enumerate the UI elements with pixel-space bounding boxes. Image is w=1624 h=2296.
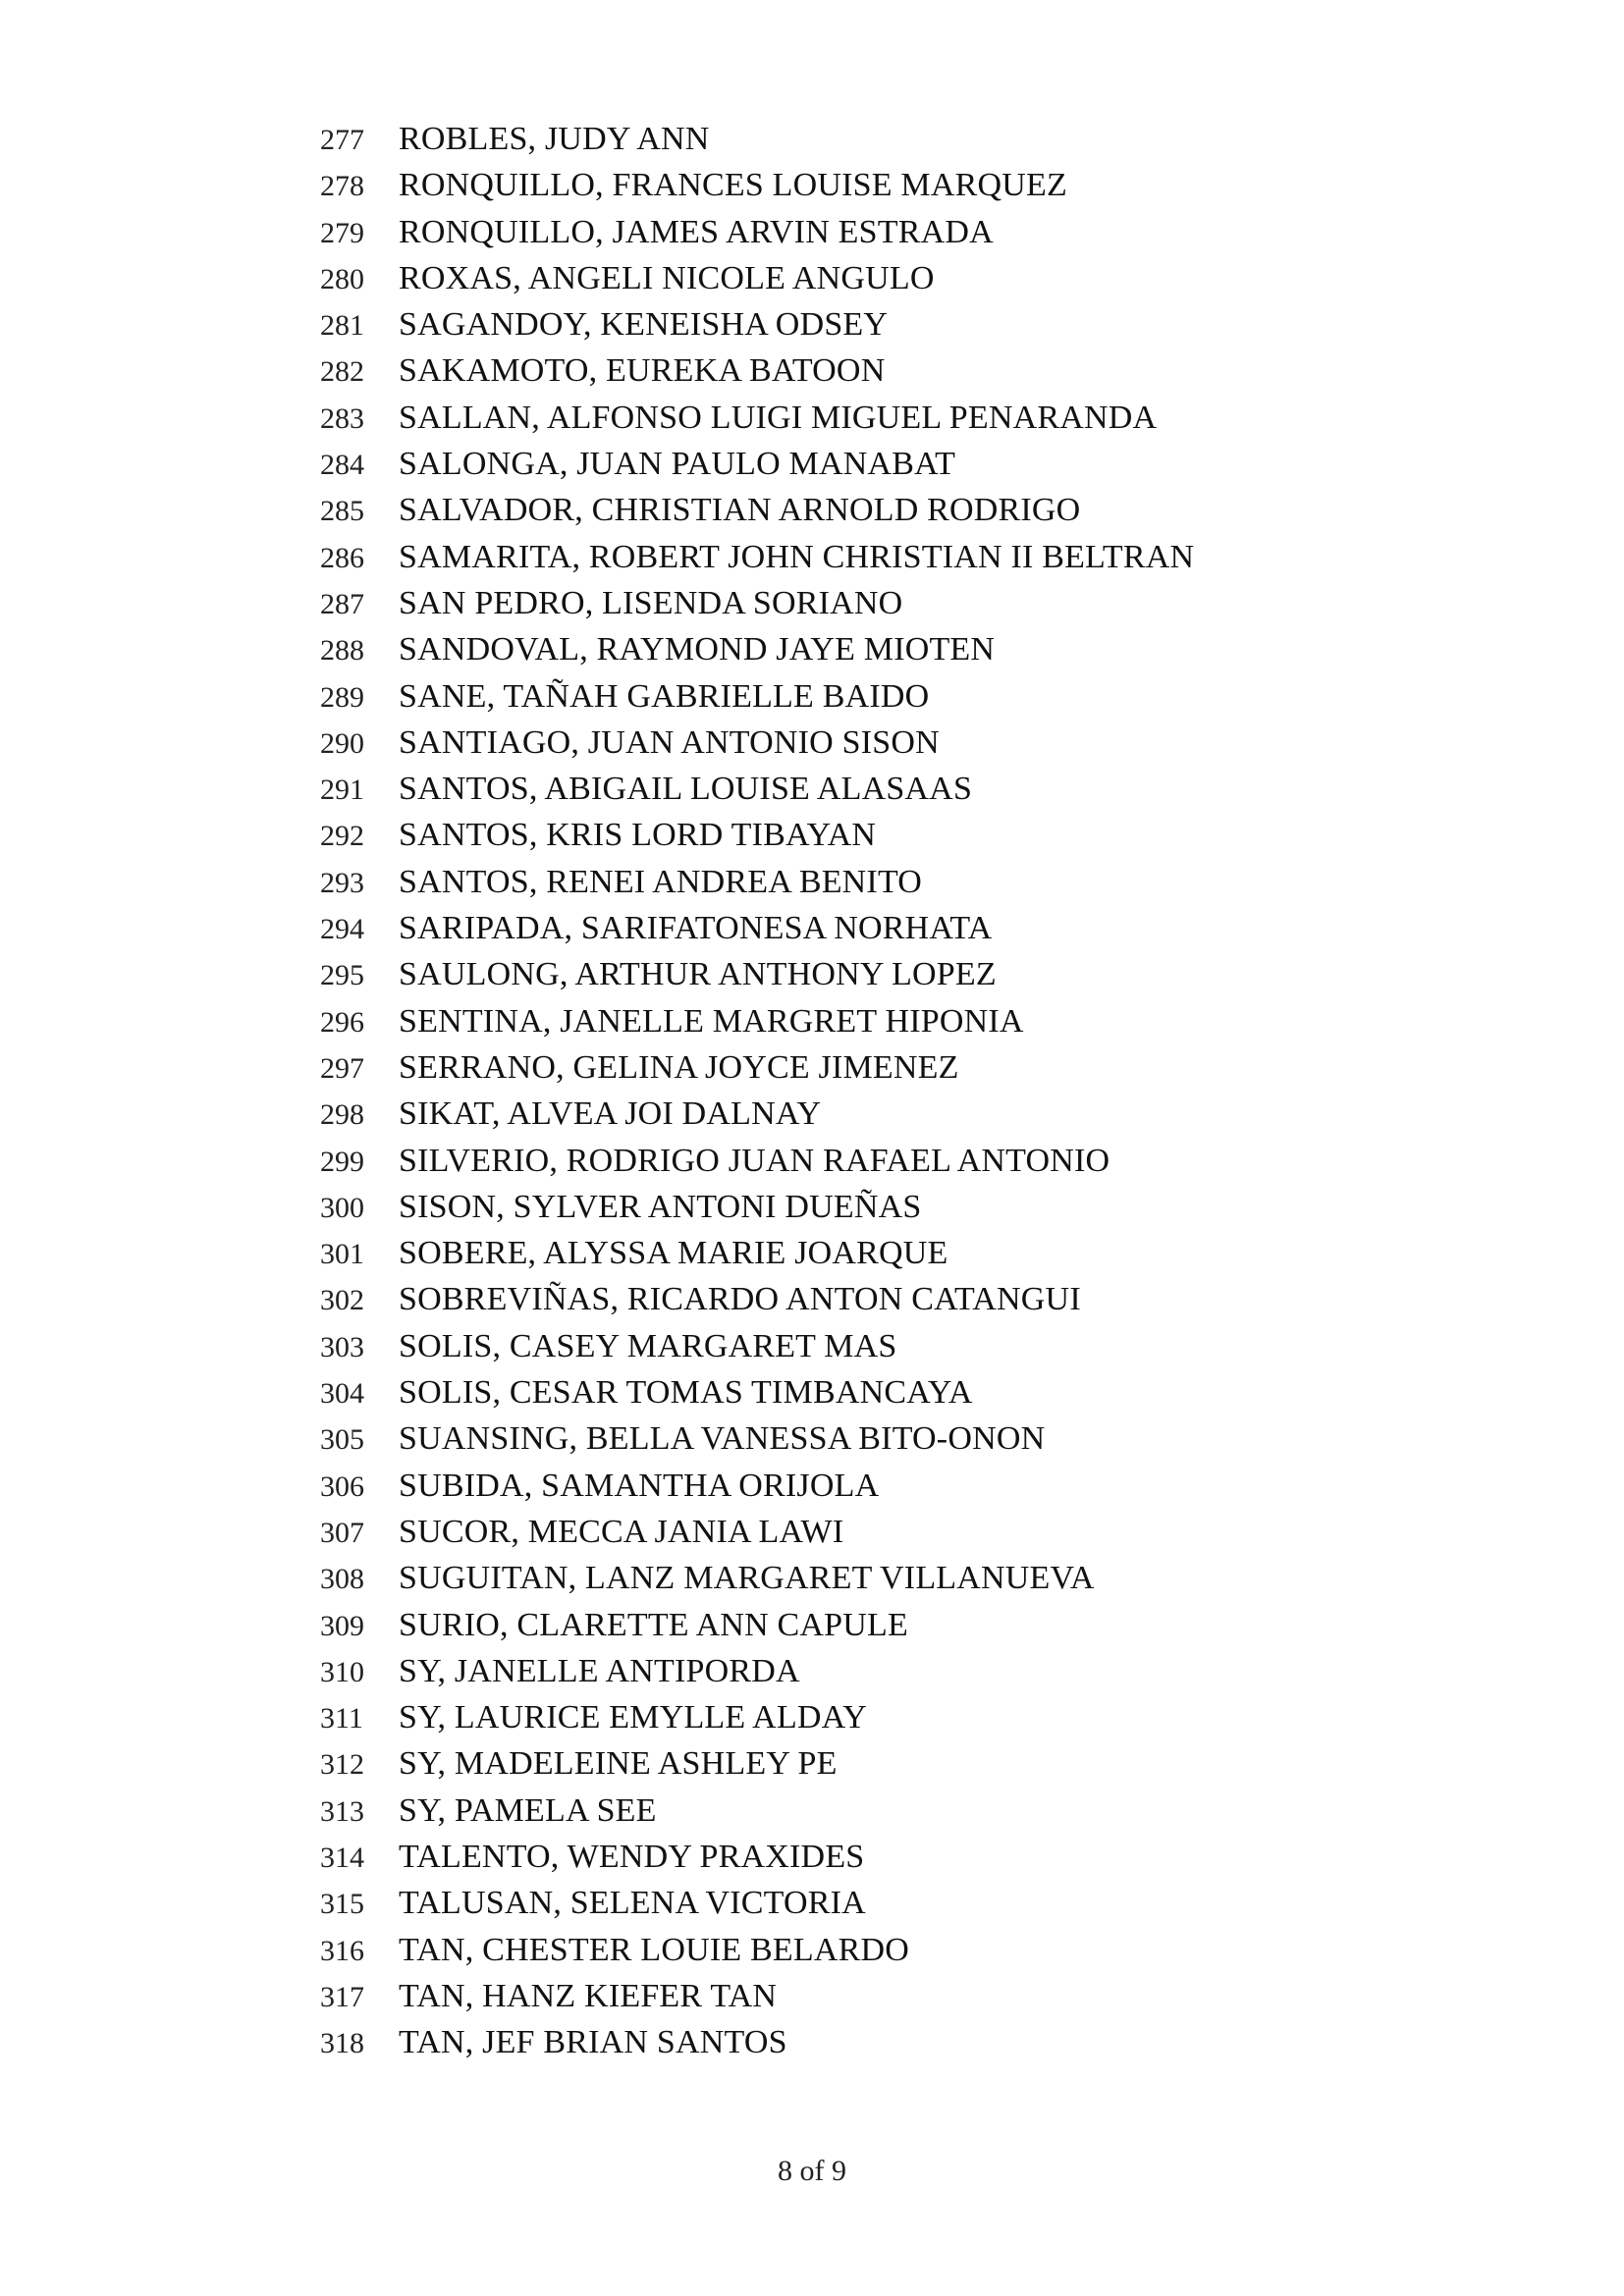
entry-name: SOLIS, CASEY MARGARET MAS: [399, 1327, 897, 1364]
entry-name: SUGUITAN, LANZ MARGARET VILLANUEVA: [399, 1560, 1095, 1597]
entry-name: SAMARITA, ROBERT JOHN CHRISTIAN II BELTRAN: [399, 538, 1195, 575]
entry-name: SERRANO, GELINA JOYCE JIMENEZ: [399, 1048, 959, 1086]
list-item: [320, 116, 1194, 162]
entry-number: 288: [320, 634, 364, 667]
entry-number: 287: [320, 587, 364, 620]
entry-number: 277: [320, 124, 364, 156]
list-item: [320, 255, 1194, 301]
list-item: [320, 766, 1194, 812]
entry-number: 311: [320, 1702, 363, 1735]
list-item: [320, 162, 1194, 208]
list-item: [320, 1276, 1194, 1322]
list-item: [320, 1509, 1194, 1555]
entry-name: SANTOS, RENEI ANDREA BENITO: [399, 863, 923, 900]
list-item: [320, 2019, 1194, 2065]
list-item: [320, 1740, 1194, 1787]
entry-name: SANTOS, KRIS LORD TIBAYAN: [399, 817, 877, 854]
entry-name: TAN, CHESTER LOUIE BELARDO: [399, 1931, 909, 1968]
entry-name: SOLIS, CESAR TOMAS TIMBANCAYA: [399, 1374, 973, 1412]
entry-name: SIKAT, ALVEA JOI DALNAY: [399, 1095, 822, 1133]
entry-name: SAN PEDRO, LISENDA SORIANO: [399, 584, 903, 621]
entry-number: 294: [320, 913, 364, 946]
list-item: [320, 580, 1194, 626]
entry-name: TALENTO, WENDY PRAXIDES: [399, 1838, 865, 1875]
entry-number: 302: [320, 1284, 364, 1317]
entry-name: RONQUILLO, JAMES ARVIN ESTRADA: [399, 213, 994, 250]
entry-number: 309: [320, 1609, 364, 1642]
entry-number: 305: [320, 1423, 364, 1457]
list-item: [320, 1369, 1194, 1415]
entry-number: 278: [320, 170, 364, 203]
entry-number: 291: [320, 774, 364, 807]
entry-name: SAULONG, ARTHUR ANTHONY LOPEZ: [399, 956, 997, 993]
entry-number: 286: [320, 541, 364, 574]
entry-number: 299: [320, 1145, 364, 1178]
list-item: [320, 905, 1194, 951]
entry-number: 289: [320, 680, 364, 714]
list-item: [320, 1694, 1194, 1740]
entry-name: ROXAS, ANGELI NICOLE ANGULO: [399, 259, 935, 296]
entry-name: SANTIAGO, JUAN ANTONIO SISON: [399, 723, 940, 761]
entry-name: SOBREVIÑAS, RICARDO ANTON CATANGUI: [399, 1281, 1081, 1318]
list-item: [320, 1648, 1194, 1694]
list-item: [320, 1555, 1194, 1601]
entry-number: 298: [320, 1098, 364, 1132]
list-item: [320, 1463, 1194, 1509]
entry-number: 304: [320, 1377, 364, 1411]
entry-name: SALVADOR, CHRISTIAN ARNOLD RODRIGO: [399, 492, 1081, 529]
list-item: [320, 395, 1194, 441]
entry-number: 310: [320, 1655, 364, 1688]
list-item: [320, 1927, 1194, 1973]
entry-number: 314: [320, 1841, 364, 1874]
entry-name: SANDOVAL, RAYMOND JAYE MIOTEN: [399, 631, 996, 668]
entry-name: SUCOR, MECCA JANIA LAWI: [399, 1513, 844, 1550]
list-item: [320, 859, 1194, 905]
list-item: [320, 1602, 1194, 1648]
entry-name: ROBLES, JUDY ANN: [399, 121, 710, 157]
list-item: [320, 1973, 1194, 2019]
name-list: [320, 116, 1194, 2065]
entry-number: 303: [320, 1330, 364, 1363]
entry-name: TALUSAN, SELENA VICTORIA: [399, 1885, 866, 1922]
list-item: [320, 1880, 1194, 1926]
entry-name: SANTOS, ABIGAIL LOUISE ALASAAS: [399, 771, 973, 808]
entry-number: 293: [320, 866, 364, 899]
list-item: [320, 347, 1194, 394]
entry-number: 284: [320, 449, 364, 482]
entry-number: 283: [320, 401, 364, 435]
entry-number: 308: [320, 1563, 364, 1596]
list-item: [320, 998, 1194, 1044]
list-item: [320, 720, 1194, 766]
entry-number: 318: [320, 2027, 364, 2060]
entry-name: TAN, JEF BRIAN SANTOS: [399, 2024, 787, 2061]
entry-number: 290: [320, 726, 364, 760]
entry-name: SY, MADELEINE ASHLEY PE: [399, 1745, 838, 1783]
entry-number: 313: [320, 1794, 364, 1828]
list-item: [320, 1230, 1194, 1276]
entry-number: 301: [320, 1238, 364, 1271]
list-item: [320, 1138, 1194, 1184]
entry-name: RONQUILLO, FRANCES LOUISE MARQUEZ: [399, 167, 1067, 204]
entry-number: 279: [320, 216, 364, 249]
list-item: [320, 441, 1194, 487]
entry-name: SOBERE, ALYSSA MARIE JOARQUE: [399, 1235, 948, 1272]
entry-name: SALLAN, ALFONSO LUIGI MIGUEL PENARANDA: [399, 399, 1158, 436]
list-item: [320, 487, 1194, 533]
entry-number: 306: [320, 1469, 364, 1503]
entry-name: SAKAMOTO, EUREKA BATOON: [399, 352, 886, 390]
entry-number: 285: [320, 495, 364, 528]
entry-name: SARIPADA, SARIFATONESA NORHATA: [399, 910, 993, 947]
list-item: [320, 1834, 1194, 1880]
entry-name: SUANSING, BELLA VANESSA BITO-ONON: [399, 1420, 1046, 1458]
entry-number: 312: [320, 1748, 364, 1782]
entry-name: SURIO, CLARETTE ANN CAPULE: [399, 1606, 908, 1643]
entry-number: 282: [320, 355, 364, 389]
list-item: [320, 1415, 1194, 1462]
entry-name: SENTINA, JANELLE MARGRET HIPONIA: [399, 1002, 1024, 1040]
list-item: [320, 673, 1194, 720]
list-item: [320, 1091, 1194, 1137]
entry-number: 296: [320, 1005, 364, 1039]
entry-name: SAGANDOY, KENEISHA ODSEY: [399, 306, 889, 344]
list-item: [320, 534, 1194, 580]
entry-number: 315: [320, 1888, 364, 1921]
page-number: 8 of 9: [778, 2155, 846, 2187]
entry-number: 316: [320, 1934, 364, 1967]
list-item: [320, 1184, 1194, 1230]
entry-number: 297: [320, 1051, 364, 1085]
list-item: [320, 626, 1194, 672]
list-item: [320, 951, 1194, 997]
entry-name: TAN, HANZ KIEFER TAN: [399, 1977, 778, 2014]
entry-number: 295: [320, 959, 364, 992]
entry-name: SY, PAMELA SEE: [399, 1791, 657, 1829]
entry-name: SISON, SYLVER ANTONI DUEÑAS: [399, 1188, 922, 1225]
entry-name: SY, JANELLE ANTIPORDA: [399, 1652, 800, 1689]
list-item: [320, 812, 1194, 858]
entry-number: 317: [320, 1980, 364, 2013]
entry-number: 281: [320, 309, 364, 343]
list-item: [320, 209, 1194, 255]
entry-name: SALONGA, JUAN PAULO MANABAT: [399, 446, 956, 483]
list-item: [320, 1323, 1194, 1369]
entry-name: SILVERIO, RODRIGO JUAN RAFAEL ANTONIO: [399, 1142, 1110, 1179]
entry-name: SANE, TAÑAH GABRIELLE BAIDO: [399, 677, 930, 715]
list-item: [320, 1044, 1194, 1091]
list-item: [320, 301, 1194, 347]
entry-number: 300: [320, 1191, 364, 1224]
entry-name: SUBIDA, SAMANTHA ORIJOLA: [399, 1467, 880, 1504]
entry-name: SY, LAURICE EMYLLE ALDAY: [399, 1699, 868, 1736]
entry-number: 280: [320, 262, 364, 295]
entry-number: 292: [320, 820, 364, 853]
entry-number: 307: [320, 1516, 364, 1549]
list-item: [320, 1788, 1194, 1834]
